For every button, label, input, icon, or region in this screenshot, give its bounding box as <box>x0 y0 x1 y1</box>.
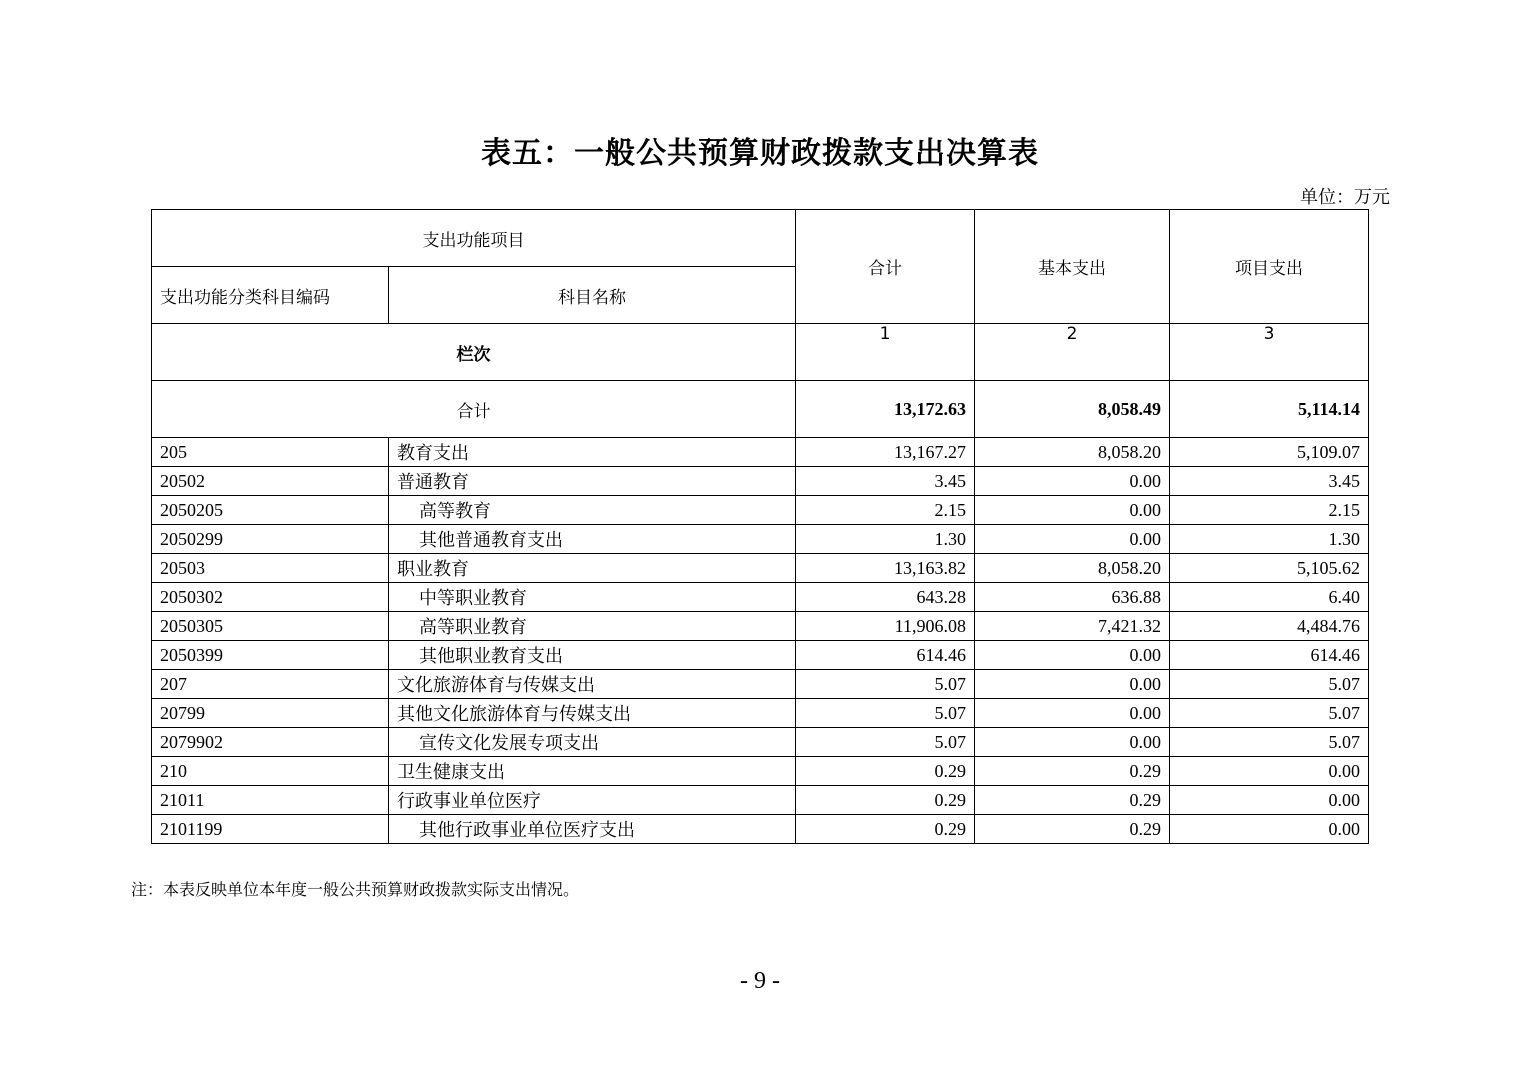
row-name: 其他文化旅游体育与传媒支出 <box>389 699 796 728</box>
table-row <box>152 815 1369 844</box>
row-basic: 0.00 <box>975 525 1170 554</box>
budget-table <box>151 209 1369 844</box>
total-row <box>152 381 1369 438</box>
row-basic: 0.00 <box>975 467 1170 496</box>
row-project: 6.40 <box>1170 583 1369 612</box>
table-row <box>152 525 1369 554</box>
row-total: 3.45 <box>796 467 975 496</box>
header-name: 科目名称 <box>389 267 796 324</box>
row-project: 5.07 <box>1170 699 1369 728</box>
row-code: 205 <box>152 438 389 467</box>
row-total: 13,167.27 <box>796 438 975 467</box>
row-total: 643.28 <box>796 583 975 612</box>
header-basic: 基本支出 <box>975 210 1170 324</box>
row-total: 5.07 <box>796 699 975 728</box>
row-project: 5.07 <box>1170 670 1369 699</box>
row-basic: 0.29 <box>975 786 1170 815</box>
row-code: 20799 <box>152 699 389 728</box>
row-code: 20502 <box>152 467 389 496</box>
row-code: 207 <box>152 670 389 699</box>
row-code: 21011 <box>152 786 389 815</box>
table-row <box>152 786 1369 815</box>
row-name: 教育支出 <box>389 438 796 467</box>
table-row <box>152 583 1369 612</box>
row-basic: 636.88 <box>975 583 1170 612</box>
table-row <box>152 757 1369 786</box>
row-project: 1.30 <box>1170 525 1369 554</box>
header-function-item: 支出功能项目 <box>152 210 796 267</box>
row-code: 2050399 <box>152 641 389 670</box>
row-code: 2050305 <box>152 612 389 641</box>
row-total: 614.46 <box>796 641 975 670</box>
row-name: 中等职业教育 <box>389 583 796 612</box>
row-name: 文化旅游体育与传媒支出 <box>389 670 796 699</box>
table-row <box>152 728 1369 757</box>
row-basic: 8,058.20 <box>975 438 1170 467</box>
row-basic: 0.00 <box>975 641 1170 670</box>
row-total: 0.29 <box>796 786 975 815</box>
row-basic: 0.29 <box>975 815 1170 844</box>
row-project: 5,105.62 <box>1170 554 1369 583</box>
row-code: 2101199 <box>152 815 389 844</box>
total-row-project: 5,114.14 <box>1170 381 1369 438</box>
row-basic: 0.00 <box>975 728 1170 757</box>
header-project: 项目支出 <box>1170 210 1369 324</box>
row-basic: 8,058.20 <box>975 554 1170 583</box>
table-row <box>152 641 1369 670</box>
row-total: 1.30 <box>796 525 975 554</box>
row-name: 其他职业教育支出 <box>389 641 796 670</box>
row-name: 职业教育 <box>389 554 796 583</box>
column-index-1: 1 <box>796 324 975 381</box>
row-name: 其他行政事业单位医疗支出 <box>389 815 796 844</box>
row-basic: 0.00 <box>975 699 1170 728</box>
table-row <box>152 699 1369 728</box>
row-code: 2050205 <box>152 496 389 525</box>
table-row <box>152 467 1369 496</box>
table-row <box>152 496 1369 525</box>
page-number: - 9 - <box>740 968 780 994</box>
row-name: 普通教育 <box>389 467 796 496</box>
row-basic: 0.29 <box>975 757 1170 786</box>
total-row-basic: 8,058.49 <box>975 381 1170 438</box>
row-total: 2.15 <box>796 496 975 525</box>
row-total: 5.07 <box>796 728 975 757</box>
table-note: 注：本表反映单位本年度一般公共预算财政拨款实际支出情况。 <box>131 880 580 899</box>
row-name: 高等教育 <box>389 496 796 525</box>
row-name: 行政事业单位医疗 <box>389 786 796 815</box>
row-basic: 7,421.32 <box>975 612 1170 641</box>
table-row <box>152 612 1369 641</box>
header-code: 支出功能分类科目编码 <box>152 267 389 324</box>
table-row <box>152 438 1369 467</box>
unit-label: 单位：万元 <box>1300 187 1390 208</box>
row-name: 其他普通教育支出 <box>389 525 796 554</box>
row-code: 210 <box>152 757 389 786</box>
row-project: 2.15 <box>1170 496 1369 525</box>
page-title: 表五：一般公共预算财政拨款支出决算表 <box>481 136 1039 171</box>
row-project: 614.46 <box>1170 641 1369 670</box>
row-code: 2079902 <box>152 728 389 757</box>
row-project: 5.07 <box>1170 728 1369 757</box>
row-project: 0.00 <box>1170 786 1369 815</box>
row-project: 5,109.07 <box>1170 438 1369 467</box>
row-name: 卫生健康支出 <box>389 757 796 786</box>
column-index-2: 2 <box>975 324 1170 381</box>
table-row <box>152 670 1369 699</box>
row-total: 5.07 <box>796 670 975 699</box>
row-basic: 0.00 <box>975 496 1170 525</box>
column-index-3: 3 <box>1170 324 1369 381</box>
row-code: 2050302 <box>152 583 389 612</box>
row-name: 高等职业教育 <box>389 612 796 641</box>
column-index-label: 栏次 <box>152 324 796 381</box>
row-name: 宣传文化发展专项支出 <box>389 728 796 757</box>
row-code: 20503 <box>152 554 389 583</box>
row-project: 4,484.76 <box>1170 612 1369 641</box>
row-total: 13,163.82 <box>796 554 975 583</box>
row-basic: 0.00 <box>975 670 1170 699</box>
row-project: 0.00 <box>1170 757 1369 786</box>
row-total: 11,906.08 <box>796 612 975 641</box>
header-total: 合计 <box>796 210 975 324</box>
row-total: 0.29 <box>796 757 975 786</box>
row-project: 3.45 <box>1170 467 1369 496</box>
row-total: 0.29 <box>796 815 975 844</box>
table-row <box>152 554 1369 583</box>
row-project: 0.00 <box>1170 815 1369 844</box>
row-code: 2050299 <box>152 525 389 554</box>
total-row-total: 13,172.63 <box>796 381 975 438</box>
total-row-label: 合计 <box>152 381 796 438</box>
column-index-row <box>152 324 1369 381</box>
header-row-1 <box>152 210 1369 267</box>
